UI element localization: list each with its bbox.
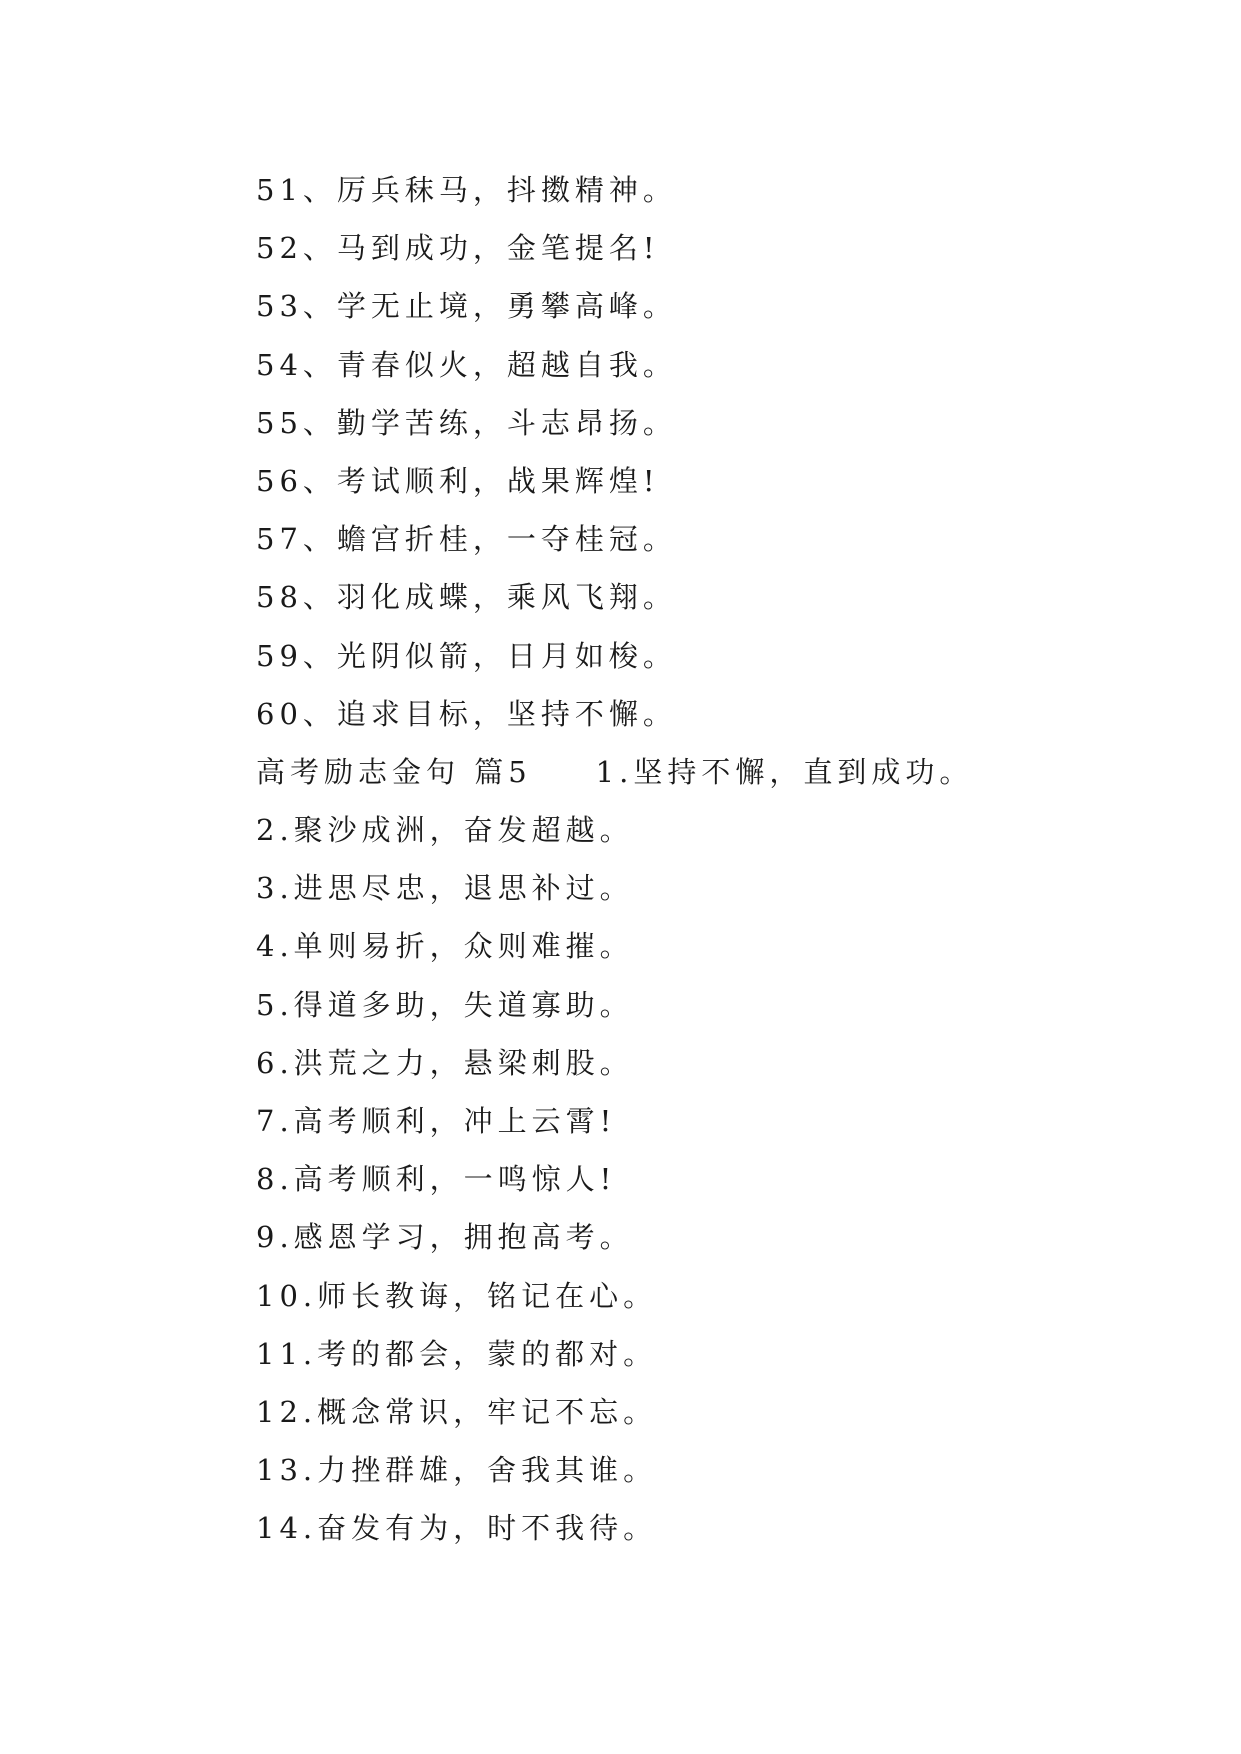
list-item: 58、羽化成蝶，乘风飞翔。: [256, 580, 677, 615]
list-item: 57、蟾宫折桂，一夺桂冠。: [256, 522, 677, 557]
list-item: 52、马到成功，金笔提名!: [256, 231, 660, 266]
list-item: 10.师长教诲，铭记在心。: [256, 1278, 658, 1313]
list-item: 59、光阴似箭，日月如梭。: [256, 638, 677, 673]
section-heading: 高考励志金句 篇5: [256, 754, 532, 789]
list-item: 14.奋发有为，时不我待。: [256, 1511, 658, 1546]
list-item: 1.坚持不懈，直到成功。: [595, 754, 974, 789]
list-item: 51、厉兵秣马，抖擞精神。: [256, 173, 677, 207]
list-item: 60、追求目标，坚持不懈。: [256, 696, 677, 731]
list-item: 6.洪荒之力，悬梁刺股。: [256, 1045, 634, 1080]
list-item: 13.力挫群雄，舍我其谁。: [256, 1453, 658, 1488]
list-item: 4.单则易折，众则难摧。: [256, 929, 634, 964]
section-heading-line: [256, 743, 1156, 801]
list-item: 53、学无止境，勇攀高峰。: [256, 289, 677, 324]
list-item: 56、考试顺利，战果辉煌!: [256, 463, 660, 498]
list-item: 5.得道多助，失道寡助。: [256, 987, 634, 1022]
list-item: 8.高考顺利，一鸣惊人!: [256, 1162, 617, 1197]
list-item: 54、青春似火，超越自我。: [256, 347, 677, 382]
document-body: [256, 161, 1156, 1558]
list-item: 55、勤学苦练，斗志昂扬。: [256, 405, 677, 440]
list-item: 3.进思尽忠，退思补过。: [256, 871, 634, 906]
list-item: 9.感恩学习，拥抱高考。: [256, 1220, 634, 1255]
list-item: 7.高考顺利，冲上云霄!: [256, 1104, 617, 1138]
list-item: 11.考的都会，蒙的都对。: [256, 1336, 658, 1371]
list-item: 2.聚沙成洲，奋发超越。: [256, 813, 634, 848]
list-item: 12.概念常识，牢记不忘。: [256, 1394, 658, 1429]
